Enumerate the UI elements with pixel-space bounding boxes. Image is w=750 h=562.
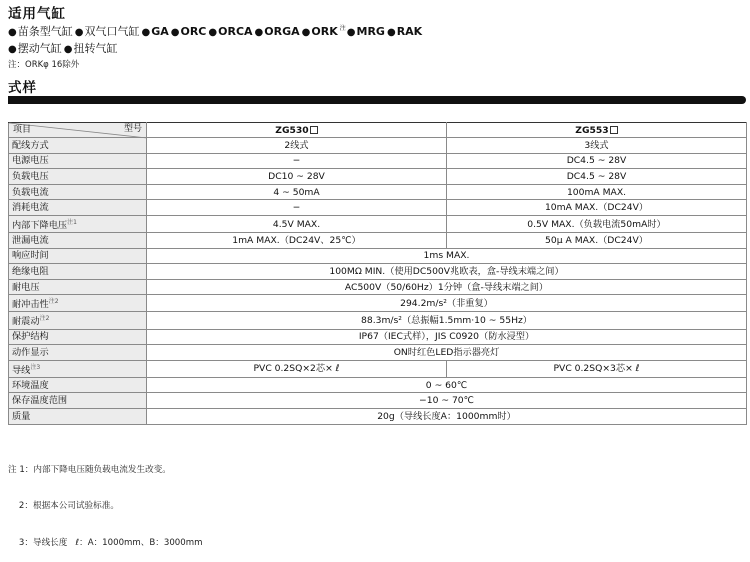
row-label: 配线方式 (9, 138, 147, 154)
row-note-mark: 注2 (39, 315, 50, 323)
row-value: 1ms MAX. (147, 248, 747, 264)
table-row (9, 138, 747, 154)
row-label: 电源电压 (9, 153, 147, 169)
checkbox-square-icon (310, 126, 318, 134)
row-value-zg530: DC10 ~ 28V (147, 169, 447, 185)
cylinder-name: 双气口气缸 (84, 25, 140, 38)
row-label: 耐冲击性$^{注2}$ (9, 295, 147, 312)
row-label: 动作显示 (9, 345, 147, 361)
table-row (9, 408, 747, 424)
row-label: 内部下降电压$^{注1}$ (9, 215, 147, 232)
cylinder-name: ORC (180, 25, 207, 38)
cylinder-name: ORCA (218, 25, 253, 38)
bullet-icon: ● (170, 27, 180, 38)
bullet-icon: ● (254, 27, 264, 38)
row-value-zg553: DC4.5 ~ 28V (447, 169, 747, 185)
table-row (9, 153, 747, 169)
table-row (9, 393, 747, 409)
row-value-zg530: − (147, 200, 447, 216)
cylinder-name: 苗条型气缸 (17, 25, 73, 38)
row-note-mark: 注1 (67, 218, 77, 226)
table-row (9, 360, 747, 377)
cylinder-name: 摆动气缸 (17, 42, 62, 55)
header-model-label: 型号 (123, 124, 142, 134)
footnote-3: 3：导线长度 ℓ：A：1000mm、B：3000mm (8, 538, 203, 549)
table-row (9, 200, 747, 216)
table-row (9, 329, 747, 345)
applicable-cylinders-line-2 (8, 40, 119, 56)
section-divider-bar (8, 96, 746, 104)
table-row (9, 184, 747, 200)
row-value-zg530: 2线式 (147, 138, 447, 154)
bullet-icon: ● (74, 27, 84, 38)
table-row (9, 279, 747, 295)
row-label: 质量 (9, 408, 147, 424)
specification-table (8, 122, 747, 425)
bullet-icon: ● (141, 27, 151, 38)
row-value: 294.2m/s²（非重复） (147, 295, 747, 312)
table-row (9, 248, 747, 264)
row-value-zg553: PVC 0.2SQ×3芯× ℓ (447, 360, 747, 377)
row-value: AC500V（50/60Hz）1分钟（盒-导线末端之间） (147, 279, 747, 295)
row-value-zg553: 100mA MAX. (447, 184, 747, 200)
bullet-icon: ● (8, 27, 17, 38)
row-value-zg530: 1mA MAX.（DC24V、25℃） (147, 233, 447, 249)
table-row (9, 312, 747, 329)
bullet-icon: ● (346, 27, 356, 38)
cylinder-name: 扭转气缸 (73, 42, 118, 55)
footnotes (8, 439, 202, 562)
table-row (9, 345, 747, 361)
table-row (9, 295, 747, 312)
checkbox-square-icon (610, 126, 618, 134)
cylinder-name: ORK (311, 25, 338, 38)
row-value: 100MΩ MIN.（使用DC500V兆欧表，盒-导线末端之间） (147, 264, 747, 280)
header-item-label: 项目 (13, 125, 32, 135)
row-value: −10 ~ 70℃ (147, 393, 747, 409)
table-row (9, 264, 747, 280)
table-row (9, 233, 747, 249)
row-value: IP67（IEC式样），JIS C0920（防水浸型） (147, 329, 747, 345)
cylinder-name: GA (151, 25, 169, 38)
row-label: 耐震动$^{注2}$ (9, 312, 147, 329)
row-value-zg530: 4.5V MAX. (147, 215, 447, 232)
row-value-zg553: DC4.5 ~ 28V (447, 153, 747, 169)
row-label: 保护结构 (9, 329, 147, 345)
cylinder-name: RAK (396, 25, 423, 38)
header-model-zg530: ZG530 (147, 123, 447, 138)
row-value: ON时红色LED指示器亮灯 (147, 345, 747, 361)
row-value-zg530: − (147, 153, 447, 169)
row-value: 20g（导线长度A：1000mm时） (147, 408, 747, 424)
table-row (9, 169, 747, 185)
row-value-zg553: 0.5V MAX.（负载电流50mA时） (447, 215, 747, 232)
row-value: 88.3m/s²（总振幅1.5mm·10 ~ 55Hz） (147, 312, 747, 329)
applicable-cylinders-note: 注：ORKφ 16除外 (8, 60, 80, 70)
bullet-icon: ● (8, 44, 17, 55)
row-note-mark: 注2 (48, 298, 59, 306)
row-label: 耐电压 (9, 279, 147, 295)
footnote-1: 注 1：内部下降电压随负载电流发生改变。 (8, 464, 171, 475)
row-label: 消耗电流 (9, 200, 147, 216)
applicable-cylinders-title: 适用气缸 (8, 6, 66, 22)
footnote-2: 2：根据本公司试验标准。 (8, 501, 119, 512)
row-value-zg530: PVC 0.2SQ×2芯× ℓ (147, 360, 447, 377)
bullet-icon: ● (301, 27, 311, 38)
cylinder-name: ORGA (264, 25, 300, 38)
row-value-zg553: 10mA MAX.（DC24V） (447, 200, 747, 216)
table-header-row (9, 123, 747, 138)
row-value: 0 ~ 60℃ (147, 377, 747, 393)
row-label: 环境温度 (9, 377, 147, 393)
row-label: 保存温度范围 (9, 393, 147, 409)
specifications-title: 式样 (8, 80, 37, 96)
table-row (9, 377, 747, 393)
row-label: 导线$^{注3}$ (9, 360, 147, 377)
table-row (9, 215, 747, 232)
bullet-icon: ● (63, 44, 73, 55)
row-value-zg553: 3线式 (447, 138, 747, 154)
row-label: 负载电压 (9, 169, 147, 185)
row-label: 负载电流 (9, 184, 147, 200)
row-value-zg553: 50μ A MAX.（DC24V） (447, 233, 747, 249)
bullet-icon: ● (208, 27, 218, 38)
row-note-mark: 注3 (30, 363, 41, 371)
header-model-zg553: ZG553 (447, 123, 747, 138)
row-label: 泄漏电流 (9, 233, 147, 249)
applicable-cylinders-line-1 (8, 23, 424, 39)
header-corner-cell (9, 123, 147, 138)
row-label: 响应时间 (9, 248, 147, 264)
row-label: 绝缘电阻 (9, 264, 147, 280)
cylinder-name: MRG (356, 25, 385, 38)
bullet-icon: ● (386, 27, 396, 38)
row-value-zg530: 4 ~ 50mA (147, 184, 447, 200)
cylinder-note-mark: 注 (339, 25, 346, 33)
